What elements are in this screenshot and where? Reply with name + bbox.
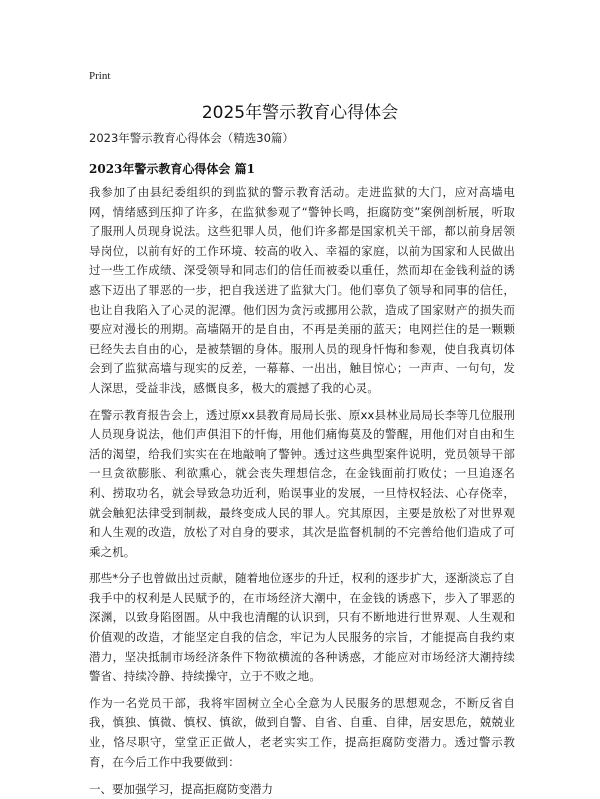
article-body [89,183,515,799]
print-link[interactable]: Print [89,70,111,82]
sub-heading: 一、要加强学习，提高拒腐防变潜力 [89,782,273,797]
paragraph: 在警示教育报告会上，透过原xx县教育局局长张、原xx县林业局局长李等几位服刑人员现身说法，他们声俱泪下的忏悔，用他们痛悔莫及的警醒，用他们对自由和生活的渴望，给我们实实在在地敲响了警钟。透过这些典型案件说明，党员领导干部一旦贪欲膨胀、利欲熏心，就会丧失理想信念，在金钱面前打败仗；一旦追逐名利、捞取功名，就会导致急功近利，贻误事业的发展，一旦恃权轻法、心存侥幸，就会触犯法律受到制裁，最终变成人民的罪人。究其原因，主要是放松了对世界观和人生观的改造，放松了对自身的要求，其次是监督机制的不完善给他们造成了可乘之机。 [89,407,515,559]
paragraph: 作为一名党员干部，我将牢固树立全心全意为人民服务的思想观念，不断反省自我，慎独、慎微、慎权、慎欲，做到自警、自省、自重、自律，居安思危，兢兢业业，恪尽职守，堂堂正正做人，老老实实工作，提高拒腐防变潜力。透过警示教育，在今后工作中我要做到： [89,695,515,769]
paragraph: 那些*分子也曾做出过贡献，随着地位逐步的升迁，权利的逐步扩大，逐渐淡忘了自我手中的权利是人民赋予的，在市场经济大潮中，在金钱的诱惑下，步入了罪恶的深渊，以致身陷囹圄。从中我也清醒的认识到，只有不断地进行世界观、人生观和价值观的改造，才能坚定自我的信念，牢记为人民服务的宗旨，才能提高自我约束潜力，坚决抵制市场经济条件下物欲横流的各种诱惑，才能应对市场经济大潮持续警省、持续冷静、持续操守，立于不败之地。 [89,571,515,684]
page-title: 2025年警示教育心得体会 [201,103,399,123]
paragraph: 我参加了由县纪委组织的到监狱的警示教育活动。走进监狱的大门，应对高墙电网，情绪感到压抑了许多，在监狱参观了“警钟长鸣，拒腐防变”案例剖析展，听取了服刑人员现身说法。这些犯罪人员，他们许多都是国家机关干部，都以前身居领导岗位，以前有好的工作环境、较高的收入、幸福的家庭，以前为国家和人民做出过一些工作成绩、深受领导和同志们的信任而被委以重任，然而却在金钱利益的诱惑下迈出了罪恶的一步，把自我送进了监狱大门。他们辜负了领导和同事的信任，也让自我陷入了心灵的泥潭。他们因为贪污或挪用公款，造成了国家财产的损失而要应对漫长的刑期。高墙隔开的是自由，不再是美丽的蓝天；电网拦住的是一颗颗已经失去自由的心，是被禁锢的身体。服刑人员的现身忏悔和参观，使自我真切体会到了监狱高墙与现实的反差，一幕幕、一出出，触目惊心；一声声、一句句，发人深思，受益非浅，感慨良多，极大的震撼了我的心灵。 [89,185,515,395]
section-heading: 2023年警示教育心得体会 篇1 [89,162,255,176]
document-subtitle: 2023年警示教育心得体会（精选30篇） [89,131,294,145]
